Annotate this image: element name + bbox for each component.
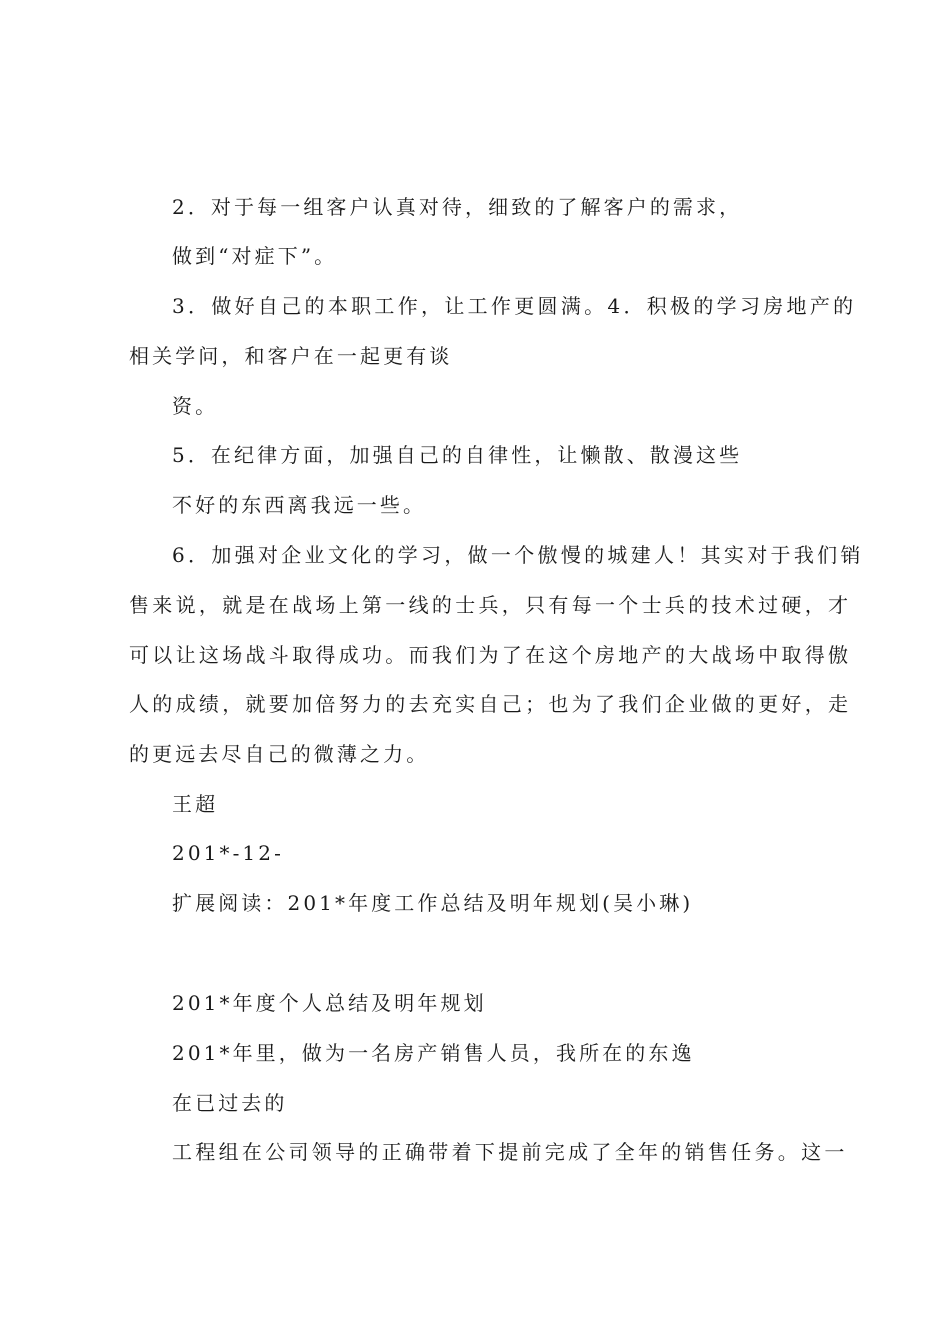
signature-date: 201*-12- bbox=[172, 841, 284, 865]
paragraph-2-line-2: 做到“对症下”。 bbox=[172, 244, 338, 268]
paragraph-6-line-4: 人的成绩，就要加倍努力的去充实自己；也为了我们企业做的更好，走 bbox=[129, 692, 852, 716]
paragraph-3-line-1: 3．做好自己的本职工作，让工作更圆满。4．积极的学习房地产的 bbox=[172, 294, 857, 318]
extended-reading-title: 扩展阅读：201*年度工作总结及明年规划(吴小琳) bbox=[172, 891, 694, 915]
paragraph-2-line-1: 2．对于每一组客户认真对待，细致的了解客户的需求， bbox=[172, 195, 743, 219]
paragraph-6-line-2: 售来说，就是在战场上第一线的士兵，只有每一个士兵的技术过硬，才 bbox=[129, 593, 852, 617]
signature-name: 王超 bbox=[172, 792, 219, 816]
paragraph-6-line-5: 的更远去尽自己的微薄之力。 bbox=[129, 742, 430, 766]
paragraph-6-line-1: 6．加强对企业文化的学习，做一个傲慢的城建人！其实对于我们销 bbox=[172, 543, 864, 567]
body-line-3: 工程组在公司领导的正确带着下提前完成了全年的销售任务。这一 bbox=[172, 1140, 848, 1164]
section-title: 201*年度个人总结及明年规划 bbox=[172, 991, 487, 1015]
paragraph-5-line-1: 5．在纪律方面，加强自己的自律性，让懒散、散漫这些 bbox=[172, 443, 743, 467]
paragraph-5-line-2: 不好的东西离我远一些。 bbox=[172, 493, 427, 517]
body-line-2: 在已过去的 bbox=[172, 1091, 288, 1115]
paragraph-3-line-2: 相关学问，和客户在一起更有谈 bbox=[129, 344, 453, 368]
body-line-1: 201*年里，做为一名房产销售人员，我所在的东逸 bbox=[172, 1041, 695, 1065]
paragraph-3-line-3: 资。 bbox=[172, 394, 219, 418]
paragraph-6-line-3: 可以让这场战斗取得成功。而我们为了在这个房地产的大战场中取得傲 bbox=[129, 643, 852, 667]
